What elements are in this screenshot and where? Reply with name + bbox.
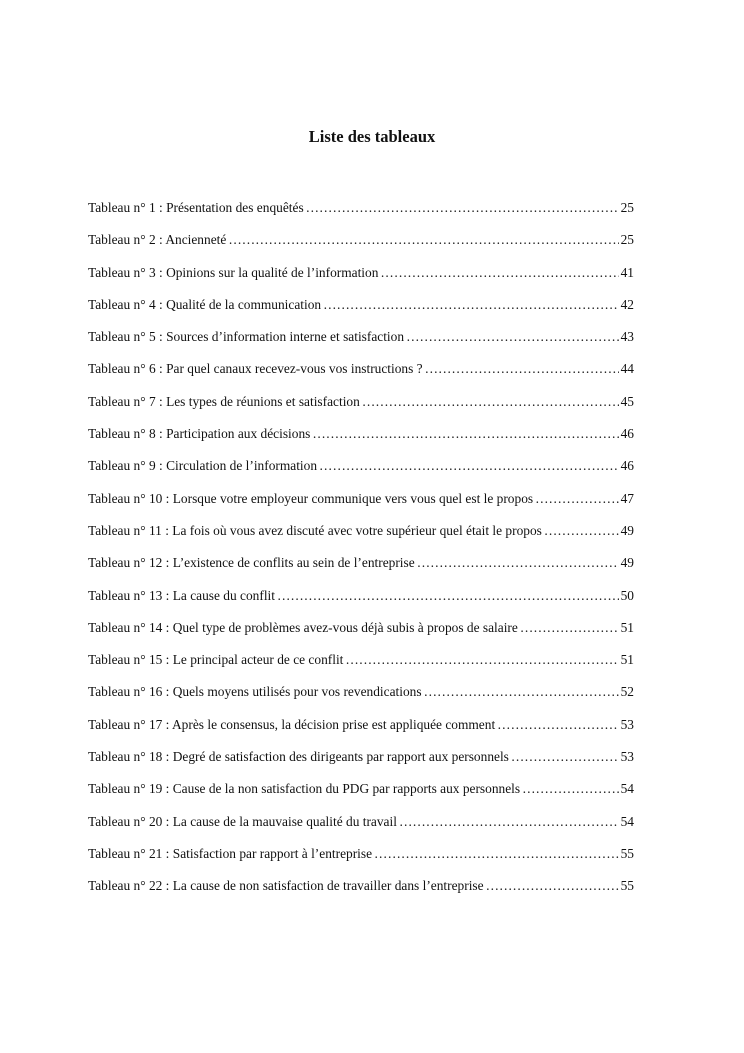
toc-entry-page: 47 — [620, 490, 634, 506]
toc-entry[interactable] — [88, 393, 634, 425]
toc-entry-separator: : — [155, 264, 167, 280]
toc-entry-number: 16 — [148, 684, 163, 700]
toc-entry-label — [88, 231, 226, 249]
toc-entry-prefix: Tableau n° — [88, 200, 149, 215]
toc-entry-title: Degré de satisfaction des dirigeants par rapport aux personnels — [172, 749, 509, 765]
toc-entry-label — [88, 748, 509, 766]
dot-leader — [497, 716, 618, 734]
toc-entry-separator: : — [155, 426, 167, 442]
toc-entry-prefix: Tableau n° — [88, 426, 149, 442]
toc-entry-label — [88, 845, 372, 863]
toc-entry-page: 43 — [620, 329, 634, 345]
toc-entry-label — [88, 360, 423, 378]
toc-entry-number: 20 — [148, 813, 163, 829]
toc-entry[interactable] — [88, 780, 634, 812]
toc-entry[interactable] — [88, 231, 634, 263]
toc-entry-label — [88, 780, 520, 798]
toc-entry-prefix: Tableau n° — [88, 749, 149, 765]
toc-entry-page: 49 — [620, 522, 634, 538]
toc-entry-page: 54 — [620, 781, 634, 797]
toc-entry-number: 9 — [148, 458, 156, 474]
dot-leader — [399, 813, 619, 831]
toc-entry-title: Opinions sur la qualité de l’information — [166, 264, 379, 280]
toc-entry-separator: : — [155, 200, 167, 215]
toc-entry-page: 52 — [620, 684, 634, 700]
toc-entry[interactable] — [88, 264, 634, 296]
toc-entry-prefix: Tableau n° — [88, 845, 149, 861]
toc-entry-title: Après le consensus, la décision prise est appliquée comment — [172, 716, 496, 732]
toc-entry-prefix: Tableau n° — [88, 684, 149, 700]
toc-entry-page: 51 — [620, 652, 634, 668]
toc-entry-separator: : — [162, 878, 173, 894]
toc-entry-page: 55 — [620, 878, 634, 894]
toc-entry-title: Lorsque votre employeur communique vers vous quel est le propos — [172, 490, 534, 506]
toc-entry-prefix: Tableau n° — [88, 264, 149, 280]
toc-entry-separator: : — [162, 781, 173, 797]
toc-entry-number: 17 — [148, 716, 163, 732]
dot-leader — [522, 780, 619, 798]
toc-entry-prefix: Tableau n° — [88, 522, 149, 538]
toc-entry-page: 42 — [620, 296, 634, 312]
toc-entry-title: Sources d’information interne et satisfaction — [166, 329, 405, 345]
toc-entry[interactable] — [88, 651, 634, 683]
toc-entry-separator: : — [162, 845, 173, 861]
toc-entry[interactable] — [88, 845, 634, 877]
toc-entry-separator: : — [155, 361, 167, 377]
toc-entry-title: Cause de la non satisfaction du PDG par rapports aux personnels — [172, 781, 521, 797]
dot-leader — [544, 522, 619, 540]
toc-entry-separator: : — [162, 555, 173, 571]
dot-leader — [362, 393, 619, 411]
toc-entry-number: 10 — [148, 490, 163, 506]
toc-entry-page: 53 — [620, 716, 634, 732]
dot-leader — [312, 425, 618, 443]
toc-entry-separator: : — [162, 619, 173, 635]
toc-entry-label — [88, 199, 304, 217]
toc-entry-page: 44 — [620, 361, 634, 377]
dot-leader — [486, 877, 619, 895]
toc-entry-label — [88, 425, 310, 443]
dot-leader — [520, 619, 619, 637]
toc-entry-page: 51 — [620, 619, 634, 635]
toc-entry-title: Les types de réunions et satisfaction — [166, 393, 360, 409]
toc-entry-page: 46 — [620, 458, 634, 474]
toc-entry-title: Satisfaction par rapport à l’entreprise — [172, 845, 373, 861]
toc-entry-prefix: Tableau n° — [88, 393, 149, 409]
dot-leader — [277, 587, 619, 605]
toc-entry-prefix: Tableau n° — [88, 296, 149, 312]
toc-entry-number: 4 — [148, 296, 156, 312]
toc-entry-label — [88, 296, 321, 314]
toc-entry-title: La fois où vous avez discuté avec votre supérieur quel était le propos — [172, 522, 542, 538]
toc-entry[interactable] — [88, 328, 634, 360]
toc-entry-prefix: Tableau n° — [88, 813, 149, 829]
toc-entry-number: 3 — [148, 264, 156, 280]
toc-entry-title: Participation aux décisions — [166, 426, 311, 442]
toc-entry-separator: : — [155, 232, 166, 248]
toc-entry-page: 53 — [620, 749, 634, 765]
toc-entry-title: Par quel canaux recevez-vous vos instructions ? — [166, 361, 423, 377]
dot-leader — [228, 231, 618, 249]
toc-entry[interactable] — [88, 425, 634, 457]
toc-entry[interactable] — [88, 554, 634, 586]
toc-entry-number: 1 — [148, 200, 156, 215]
toc-entry-number: 11 — [148, 522, 162, 538]
toc-entry-separator: : — [162, 652, 173, 668]
toc-entry-label — [88, 328, 404, 346]
toc-entry-number: 6 — [148, 361, 156, 377]
dot-leader — [417, 554, 619, 572]
toc-entry-label — [88, 554, 415, 572]
toc-entry-separator: : — [155, 458, 167, 474]
toc-entry-prefix: Tableau n° — [88, 878, 149, 894]
toc-entry-prefix: Tableau n° — [88, 555, 149, 571]
dot-leader — [424, 683, 619, 701]
toc-entry-page: 25 — [620, 232, 634, 248]
toc-entry-label — [88, 457, 317, 475]
dot-leader — [374, 845, 619, 863]
toc-entry-title: Ancienneté — [165, 232, 227, 248]
dot-leader — [345, 651, 618, 669]
toc-entry-label — [88, 264, 378, 282]
toc-entry-title: Le principal acteur de ce conflit — [172, 652, 344, 668]
table-of-tables — [88, 199, 634, 910]
toc-entry[interactable] — [88, 490, 634, 522]
toc-entry-page: 41 — [620, 264, 634, 280]
toc-entry-title: Circulation de l’information — [166, 458, 318, 474]
toc-entry-title: L’existence de conflits au sein de l’entreprise — [172, 555, 415, 571]
dot-leader — [380, 264, 618, 282]
toc-entry-prefix: Tableau n° — [88, 232, 149, 248]
toc-entry-title: Qualité de la communication — [166, 296, 322, 312]
toc-entry-separator: : — [162, 813, 173, 829]
toc-entry[interactable] — [88, 587, 634, 619]
dot-leader — [535, 490, 619, 508]
toc-entry-separator: : — [162, 587, 173, 603]
toc-entry-number: 5 — [148, 329, 156, 345]
toc-entry-separator: : — [155, 393, 167, 409]
toc-entry-title: Présentation des enquêtés — [166, 200, 304, 215]
toc-entry-number: 18 — [148, 749, 163, 765]
toc-entry-prefix: Tableau n° — [88, 587, 149, 603]
toc-entry-label — [88, 683, 422, 701]
toc-entry-page: 50 — [620, 587, 634, 603]
toc-entry-prefix: Tableau n° — [88, 329, 149, 345]
toc-entry-page: 45 — [620, 393, 634, 409]
toc-entry-title: Quel type de problèmes avez-vous déjà subis à propos de salaire — [172, 619, 518, 635]
toc-entry[interactable] — [88, 457, 634, 489]
toc-entry-separator: : — [162, 684, 173, 700]
toc-entry-number: 14 — [148, 619, 163, 635]
toc-entry-separator: : — [161, 522, 173, 538]
toc-entry-prefix: Tableau n° — [88, 490, 149, 506]
toc-entry[interactable] — [88, 748, 634, 780]
page-title: Liste des tableaux — [308, 127, 436, 146]
toc-entry-number: 8 — [148, 426, 156, 442]
toc-entry[interactable] — [88, 619, 634, 651]
toc-entry-prefix: Tableau n° — [88, 458, 149, 474]
toc-entry[interactable] — [88, 522, 634, 554]
dot-leader — [406, 328, 619, 346]
toc-entry-label — [88, 587, 275, 605]
toc-entry-label — [88, 651, 343, 669]
toc-entry-page: 46 — [620, 426, 634, 442]
toc-entry[interactable] — [88, 199, 634, 231]
toc-entry-title: La cause de non satisfaction de travailler dans l’entreprise — [172, 878, 484, 894]
toc-entry-prefix: Tableau n° — [88, 652, 149, 668]
toc-entry[interactable] — [88, 877, 634, 909]
toc-entry-number: 7 — [148, 393, 156, 409]
dot-leader — [319, 457, 619, 475]
toc-entry-number: 2 — [148, 232, 156, 248]
dot-leader — [323, 296, 618, 314]
toc-entry-separator: : — [162, 490, 173, 506]
toc-entry-separator: : — [162, 716, 173, 732]
toc-entry-title: La cause de la mauvaise qualité du travail — [172, 813, 397, 829]
toc-entry-prefix: Tableau n° — [88, 781, 149, 797]
toc-entry-label — [88, 490, 533, 508]
toc-entry-label — [88, 619, 518, 637]
toc-entry-page: 25 — [620, 200, 634, 215]
toc-entry-label — [88, 716, 495, 734]
toc-entry-number: 19 — [148, 781, 163, 797]
toc-entry-separator: : — [162, 749, 173, 765]
toc-entry[interactable] — [88, 296, 634, 328]
toc-entry-title: Quels moyens utilisés pour vos revendications — [172, 684, 422, 700]
toc-entry-label — [88, 522, 542, 540]
toc-entry-number: 13 — [148, 587, 163, 603]
toc-entry-label — [88, 877, 484, 895]
dot-leader — [511, 748, 619, 766]
toc-entry-page: 49 — [620, 555, 634, 571]
toc-entry-prefix: Tableau n° — [88, 361, 149, 377]
toc-entry[interactable] — [88, 683, 634, 715]
toc-entry-prefix: Tableau n° — [88, 716, 149, 732]
toc-entry-title: La cause du conflit — [172, 587, 275, 603]
toc-entry-label — [88, 393, 360, 411]
toc-entry-number: 22 — [148, 878, 163, 894]
dot-leader — [425, 360, 619, 378]
toc-entry-separator: : — [155, 329, 167, 345]
toc-entry-page: 55 — [620, 845, 634, 861]
dot-leader — [306, 199, 619, 217]
toc-entry[interactable] — [88, 716, 634, 748]
toc-entry-label — [88, 813, 397, 831]
toc-entry-page: 54 — [620, 813, 634, 829]
toc-entry-number: 12 — [148, 555, 163, 571]
toc-entry[interactable] — [88, 813, 634, 845]
toc-entry-prefix: Tableau n° — [88, 619, 149, 635]
toc-entry-number: 15 — [148, 652, 163, 668]
toc-entry-separator: : — [155, 296, 167, 312]
toc-entry[interactable] — [88, 360, 634, 392]
toc-entry-number: 21 — [148, 845, 163, 861]
